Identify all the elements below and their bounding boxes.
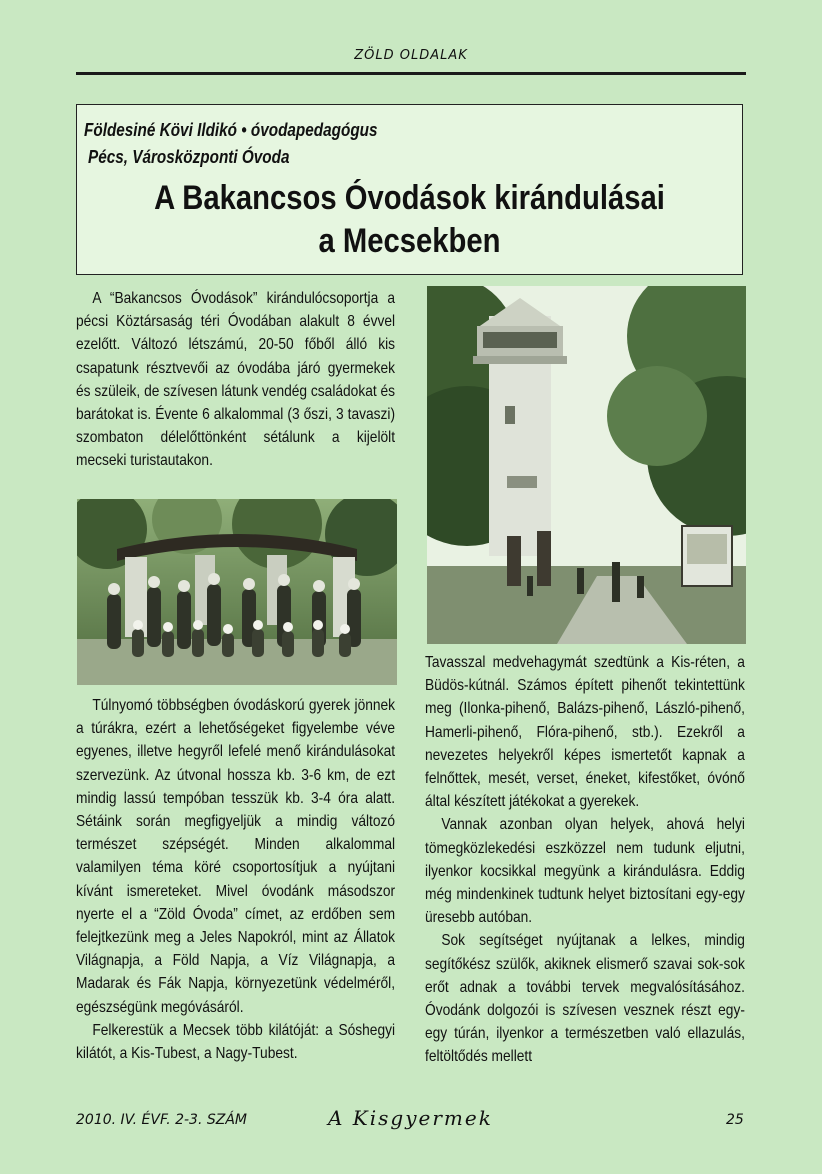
article-title-line2: a Mecsekben (318, 222, 501, 260)
left-column-top (76, 287, 395, 473)
lookout-tower-image (427, 286, 746, 644)
left-paragraph-1: A “Bakancsos Óvodások” kirándulócsoportja a pécsi Köztársaság téri Óvodában alakult 8 évvel ezelőtt. Változó létszámú, 20-50 főből álló kis csapatunk résztvevői az óvodába járó gyermekek és szüleik, de szívesen látunk vendég családokat és barátokat is. Évente 6 alkalommal (3 őszi, 3 tavaszi) szombaton délelőttönként sétálunk a kijelölt mecseki turistautakon. (76, 290, 396, 470)
group-photo (77, 499, 397, 685)
article-title (124, 177, 696, 263)
article-title-box (76, 104, 743, 275)
right-paragraph-2: Vannak azonban olyan helyek, ahová helyi tömegközlekedési eszközzel nem tudunk eljutni, ilyenkor kocsikkal megyünk a kirándulásra. Eddig még mindenkinek tudtunk helyet biztosítani egy-egy üresebb autóban. (425, 816, 745, 927)
right-column (425, 651, 745, 1069)
right-paragraph-3: Sok segítséget nyújtanak a lelkes, mindig segítőkész szülők, akiknek elismerő szavai sok-sok erőt adnak a további tervek megvalósításához. Óvodánk dolgozói is szívesen vesznek részt egy-egy túrán, ilyenkor a természetben való ellazulás, feltöltődés mellett (425, 932, 745, 1066)
header-rule (76, 72, 746, 75)
footer-magazine-title: A Kisgyermek (328, 1106, 493, 1130)
article-institution: Pécs, Városközponti Óvoda (88, 147, 290, 167)
left-paragraph-3: Felkerestük a Mecsek több kilátóját: a Sóshegyi kilátót, a Kis-Tubest, a Nagy-Tubest. (76, 1021, 396, 1063)
article-title-line1: A Bakancsos Óvodások kirándulásai (154, 179, 665, 217)
right-paragraph-1: Tavasszal medvehagymát szedtünk a Kis-réten, a Büdös-kútnál. Számos épített pihenőt tekintettünk meg (Ilonka-pihenő, Balázs-pihenő, László-pihenő, Hamerli-pihenő, Flóra-pihenő, stb.). Ezekről a nevezetes helyekről képes ismertetőt kapnak a felnőttek, mesét, verset, éneket, kifestőket, óvónő által készített játékokat a gyerekek. (425, 654, 745, 811)
footer-issue: 2010. IV. ÉVF. 2-3. SZÁM (76, 1112, 248, 1128)
section-title: ZÖLD OLDALAK (354, 48, 468, 63)
left-column-bottom (76, 694, 395, 1065)
left-paragraph-2: Túlnyomó többségben óvodáskorú gyerek jönnek a túrákra, ezért a lehetőségeket figyelembe véve egyenes, illetve hegyről lefelé menő kirándulásokat szervezünk. Az útvonal hossza kb. 3-6 km, de ezt mindig lassú tempóban tesszük kb. 3-4 óra alatt. Sétáink során megfigyeljük a mindig változó természet szépségét. Minden alkalommal valamilyen téma köré csoportosítjuk a nyújtani kívánt ismereteket. Mivel óvodánk másodszor nyerte el a “Zöld Óvoda” címet, az erdőben sem felejtkezünk meg a Jeles Napokról, mint az Állatok Világnapja, a Föld Napja, a Víz Világnapja, a Madarak és Fák Napja, környezetünk védelméről, egészségünk megóvásáról. (76, 697, 396, 1016)
article-author: Földesiné Kövi Ildikó • óvodapedagógus (84, 120, 378, 140)
lookout-tower-photo (427, 286, 746, 644)
group-photo-image (77, 499, 397, 685)
page-number: 25 (726, 1112, 744, 1128)
